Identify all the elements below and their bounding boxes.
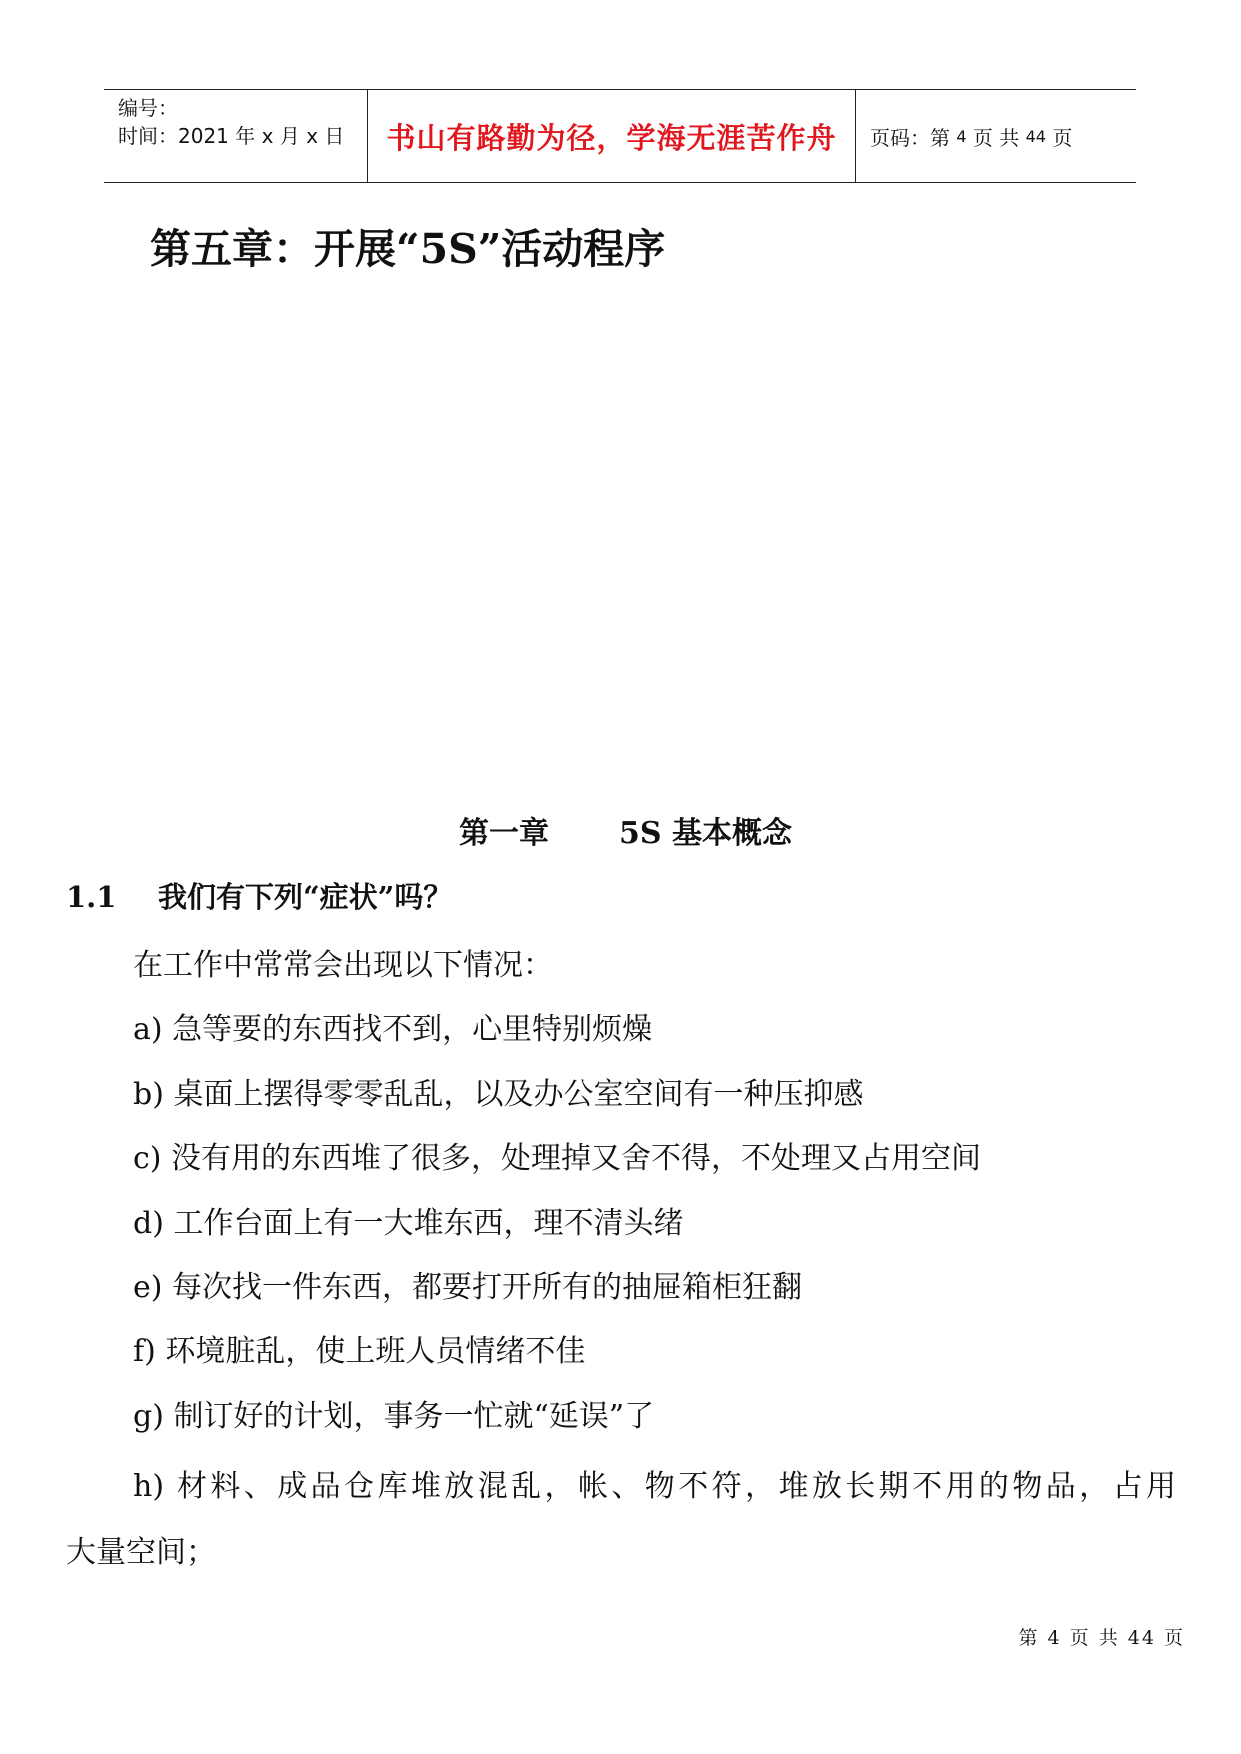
header-table	[104, 89, 1136, 183]
page-end: 页	[1052, 125, 1073, 150]
time-year-unit: 年	[235, 124, 256, 148]
footer-end: 页	[1163, 1627, 1185, 1649]
chapter-title: 第五章：开展“5S”活动程序	[150, 225, 666, 273]
time-year: 2021	[178, 124, 229, 148]
page-number: 4	[956, 126, 967, 146]
header-page-info	[856, 90, 1136, 182]
list-item-h-line1: h) 材料、成品仓库堆放混乱，帐、物不符，堆放长期不用的物品，占用	[133, 1469, 1176, 1504]
list-item: f) 环境脏乱，使上班人员情绪不佳	[133, 1334, 586, 1369]
subsection-title: 我们有下列“症状”吗？	[158, 880, 453, 914]
page-footer	[1018, 1623, 1185, 1650]
list-item: c) 没有用的东西堆了很多，处理掉又舍不得，不处理又占用空间	[133, 1141, 982, 1176]
time-line	[118, 122, 367, 150]
code-line	[118, 94, 367, 122]
time-day: x	[306, 124, 319, 148]
list-item: e) 每次找一件东西，都要打开所有的抽屉箱柜狂翻	[133, 1270, 802, 1305]
list-item-h	[66, 1454, 1176, 1586]
list-item-h-line2: 大量空间；	[66, 1535, 216, 1570]
page-label: 页码：第	[870, 125, 950, 150]
time-label: 时间：	[118, 124, 178, 148]
subsection-heading	[66, 875, 452, 916]
time-month-unit: 月	[279, 124, 300, 148]
list-item: d) 工作台面上有一大堆东西，理不清头绪	[133, 1206, 684, 1241]
footer-pre: 第	[1018, 1627, 1040, 1649]
footer-page: 4	[1047, 1627, 1062, 1649]
subsection-number: 1.1	[66, 880, 117, 914]
code-label: 编号：	[118, 96, 178, 120]
footer-mid: 页 共	[1069, 1627, 1120, 1649]
header-meta	[104, 90, 368, 182]
time-day-unit: 日	[324, 124, 345, 148]
section-chapter-label: 第一章	[459, 816, 549, 851]
page-total: 44	[1025, 126, 1046, 146]
list-item: b) 桌面上摆得零零乱乱，以及办公室空间有一种压抑感	[133, 1077, 864, 1112]
section-chapter-name: 5S 基本概念	[619, 816, 792, 851]
header-motto: 书山有路勤为径，学海无涯苦作舟	[368, 90, 856, 182]
time-month: x	[261, 124, 274, 148]
section-heading	[0, 808, 1241, 852]
intro-paragraph: 在工作中常常会出现以下情况：	[133, 948, 553, 983]
list-item: g) 制订好的计划，事务一忙就“延误”了	[133, 1399, 655, 1434]
list-item: a) 急等要的东西找不到，心里特别烦燥	[133, 1012, 653, 1047]
footer-total: 44	[1127, 1627, 1156, 1649]
page-mid: 页 共	[972, 125, 1020, 150]
